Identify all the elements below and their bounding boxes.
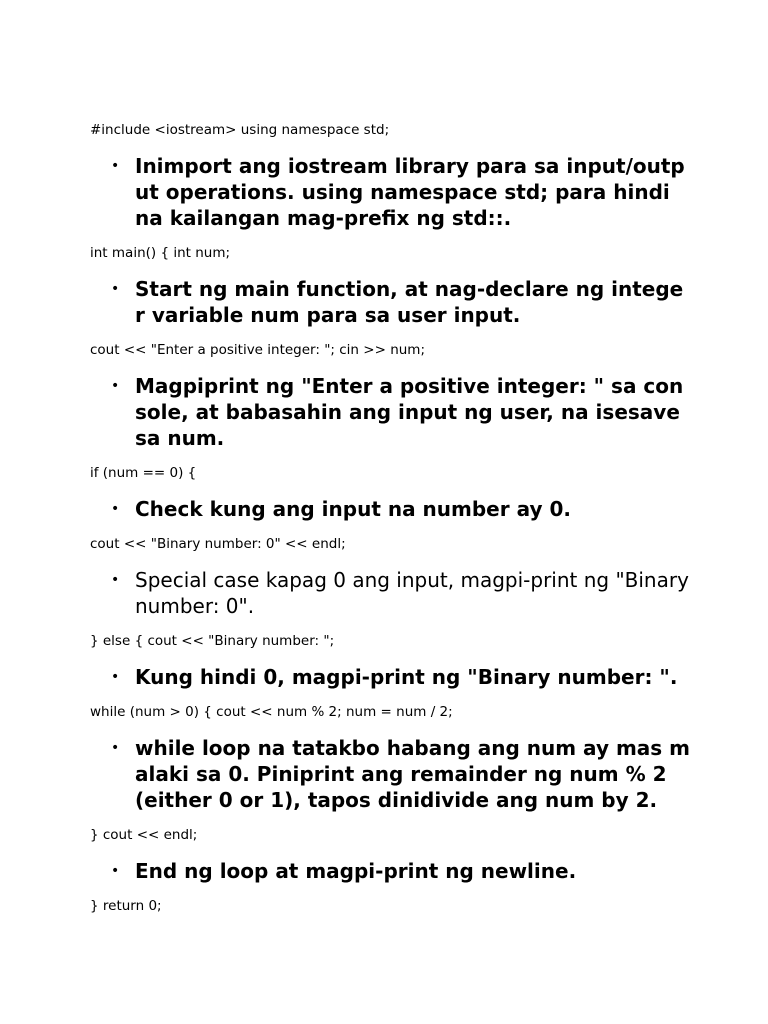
explanation-text: Start ng main function, at nag-declare ng integer variable num para sa user input. xyxy=(135,277,684,327)
bullet-icon: • xyxy=(111,378,120,394)
bullet-icon: • xyxy=(111,281,120,297)
explanation-endl xyxy=(90,858,690,884)
explanation-include xyxy=(90,153,690,231)
explanation-text: Inimport ang iostream library para sa input/output operations. using namespace std; para hindi na kailangan mag-prefix ng std::. xyxy=(135,154,685,230)
explanation-while xyxy=(90,735,690,813)
explanation-text: Magpiprint ng "Enter a positive integer: " sa console, at babasahin ang input ng user, na isesave sa num. xyxy=(135,374,684,450)
code-line-if: if (num == 0) { xyxy=(90,465,197,481)
code-line-input: cout << "Enter a positive integer: "; cin >> num; xyxy=(90,342,426,358)
explanation-text: while loop na tatakbo habang ang num ay mas malaki sa 0. Piniprint ang remainder ng num % 2 (either 0 or 1), tapos dinidivide ang num by 2. xyxy=(135,736,690,812)
code-line-zero-case: cout << "Binary number: 0" << endl; xyxy=(90,536,346,552)
bullet-icon: • xyxy=(111,501,120,517)
explanation-zero-case xyxy=(90,567,690,619)
explanation-text: Check kung ang input na number ay 0. xyxy=(135,497,571,521)
code-line-include: #include <iostream> using namespace std; xyxy=(90,122,390,138)
bullet-icon: • xyxy=(111,158,120,174)
bullet-icon: • xyxy=(111,863,120,879)
explanation-text: Special case kapag 0 ang input, magpi-print ng "Binary number: 0". xyxy=(135,568,689,618)
explanation-text: End ng loop at magpi-print ng newline. xyxy=(135,859,577,883)
code-line-return: } return 0; xyxy=(90,898,162,914)
explanation-input xyxy=(90,373,690,451)
explanation-else xyxy=(90,664,690,690)
explanation-if xyxy=(90,496,690,522)
bullet-icon: • xyxy=(111,669,120,685)
explanation-text: Kung hindi 0, magpi-print ng "Binary number: ". xyxy=(135,665,678,689)
code-line-while: while (num > 0) { cout << num % 2; num = num / 2; xyxy=(90,704,453,720)
explanation-main xyxy=(90,276,690,328)
code-line-endl: } cout << endl; xyxy=(90,827,198,843)
bullet-icon: • xyxy=(111,740,120,756)
code-line-main: int main() { int num; xyxy=(90,245,231,261)
bullet-icon: • xyxy=(111,572,120,588)
document-page xyxy=(90,121,690,915)
code-line-else: } else { cout << "Binary number: "; xyxy=(90,633,335,649)
